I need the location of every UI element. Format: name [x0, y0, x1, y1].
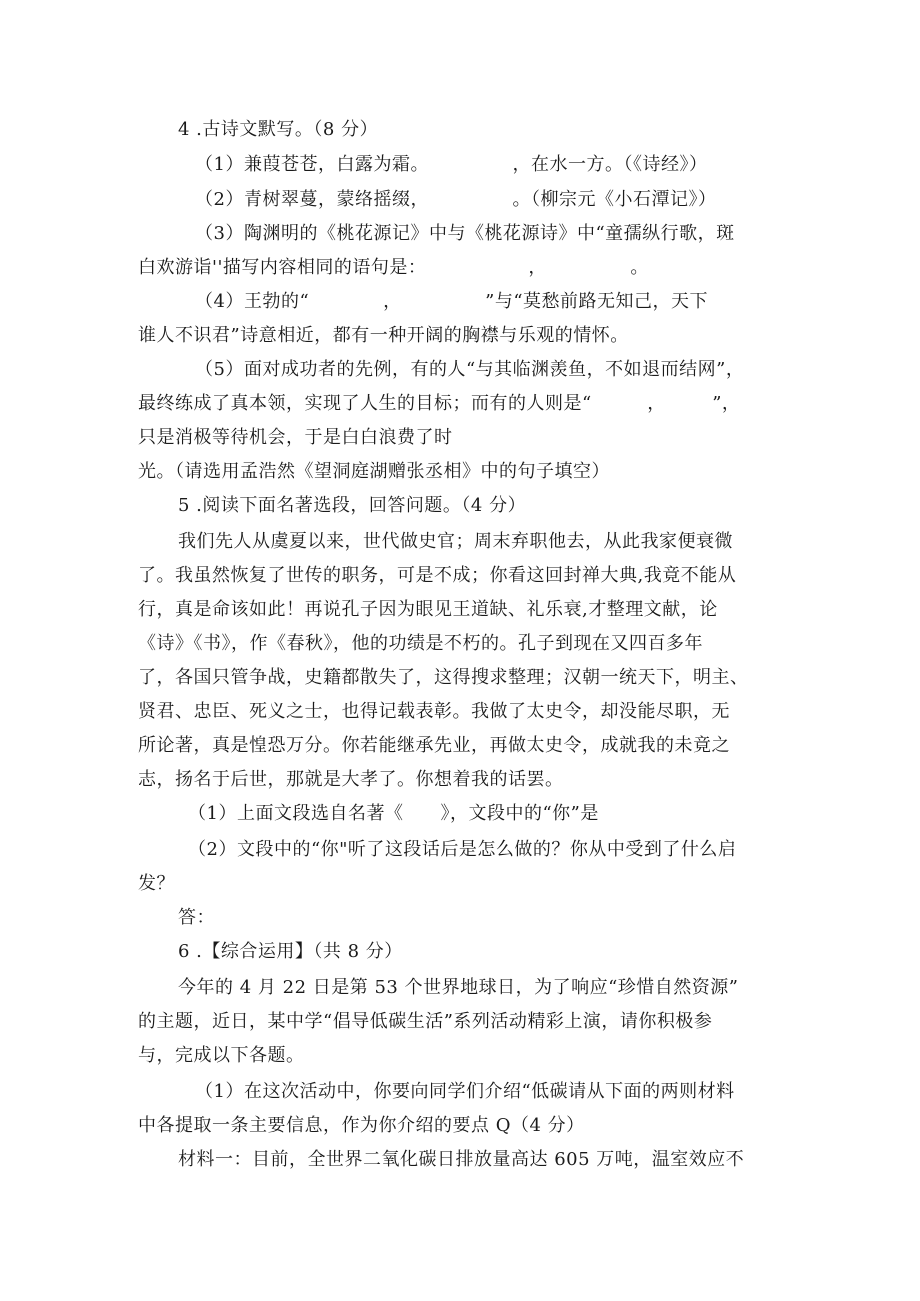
q5-heading: 5 .阅读下面名著选段，回答问题。（4 分） — [178, 495, 527, 516]
q6-heading: 6 .【综合运用】（共 8 分） — [178, 941, 403, 962]
passage-line: 志，扬名于后世，那就是大孝了。你想着我的话罢。 — [138, 769, 564, 790]
passage-line: 贤君、忠臣、死义之士，也得记载表彰。我做了太史令，却没能尽职，无 — [138, 701, 730, 722]
q5-item-2-line1: （2）文段中的“你"听了这段话后是怎么做的？你从中受到了什么启 — [188, 839, 737, 860]
passage-line: 了。我虽然恢复了世传的职务，可是不成；你看这回封禅大典,我竟不能从 — [138, 565, 737, 586]
passage-line: 《诗》《书》，作《春秋》，他的功绩是不朽的。孔子到现在又四百多年 — [138, 633, 703, 654]
q6-intro-line: 的主题，近日，某中学“倡导低碳生活”系列活动精彩上演，请你积极参 — [138, 1011, 713, 1032]
q4-item-2: （2）青树翠蔓，蒙络摇缀， 。（柳宗元《小石潭记》） — [195, 189, 717, 210]
answer-label: 答： — [178, 907, 215, 928]
material-1-line: 材料一：目前，全世界二氧化碳日排放量高达 605 万吨，温室效应不 — [178, 1149, 745, 1170]
q6-item-1-line2: 中各提取一条主要信息，作为你介绍的要点 Q（4 分） — [138, 1115, 585, 1136]
q4-item-4-line1: （4）王勃的“ ， ”与“莫愁前路无知己，天下 — [195, 291, 709, 312]
passage-line: 所论著，真是惶恐万分。你若能继承先业，再做太史令，成就我的未竟之 — [138, 735, 730, 756]
q4-item-5-line2: 最终练成了真本领，实现了人生的目标；而有的人则是“ ， ”， — [138, 393, 741, 414]
q4-item-3-line1: （3）陶渊明的《桃花源记》中与《桃花源诗》中“童孺纵行歌，斑 — [195, 223, 735, 244]
passage-line: 我们先人从虞夏以来，世代做史官；周末弃职他去，从此我家便衰微 — [178, 531, 733, 552]
q4-item-1: （1）兼葭苍苍，白露为霜。 ，在水一方。（《诗经》） — [195, 154, 708, 175]
q6-intro-line: 今年的 4 月 22 日是第 53 个世界地球日，为了响应“珍惜自然资源” — [178, 977, 739, 998]
q4-heading: 4 .古诗文默写。（8 分） — [178, 119, 379, 140]
q5-item-2-line2: 发？ — [138, 873, 175, 894]
passage-line: 了，各国只管争战，史籍都散失了，这得搜求整理；汉朝一统天下，明主、 — [138, 667, 749, 688]
q4-item-4-line2: 谁人不识君”诗意相近，都有一种开阔的胸襟与乐观的情怀。 — [138, 325, 629, 346]
q5-item-1: （1）上面文段选自名著《 》，文段中的“你”是 — [188, 803, 599, 824]
q4-item-5-line4: 光。（请选用孟浩然《望洞庭湖赠张丞相》中的句子填空） — [138, 461, 610, 482]
q6-intro-line: 与，完成以下各题。 — [138, 1045, 305, 1066]
q4-item-5-line1: （5）面对成功者的先例，有的人“与其临渊羡鱼，不如退而结网”， — [195, 359, 745, 380]
q4-item-5-line3: 只是消极等待机会，于是白白浪费了时 — [138, 427, 453, 448]
passage-line: 行，真是命该如此！再说孔子因为眼见王道缺、礼乐衰,才整理文献，论 — [138, 599, 718, 620]
q6-item-1-line1: （1）在这次活动中，你要向同学们介绍“低碳请从下面的两则材料 — [195, 1081, 735, 1102]
q4-item-3-line2: 白欢游诣''描写内容相同的语句是： ， 。 — [138, 257, 649, 278]
